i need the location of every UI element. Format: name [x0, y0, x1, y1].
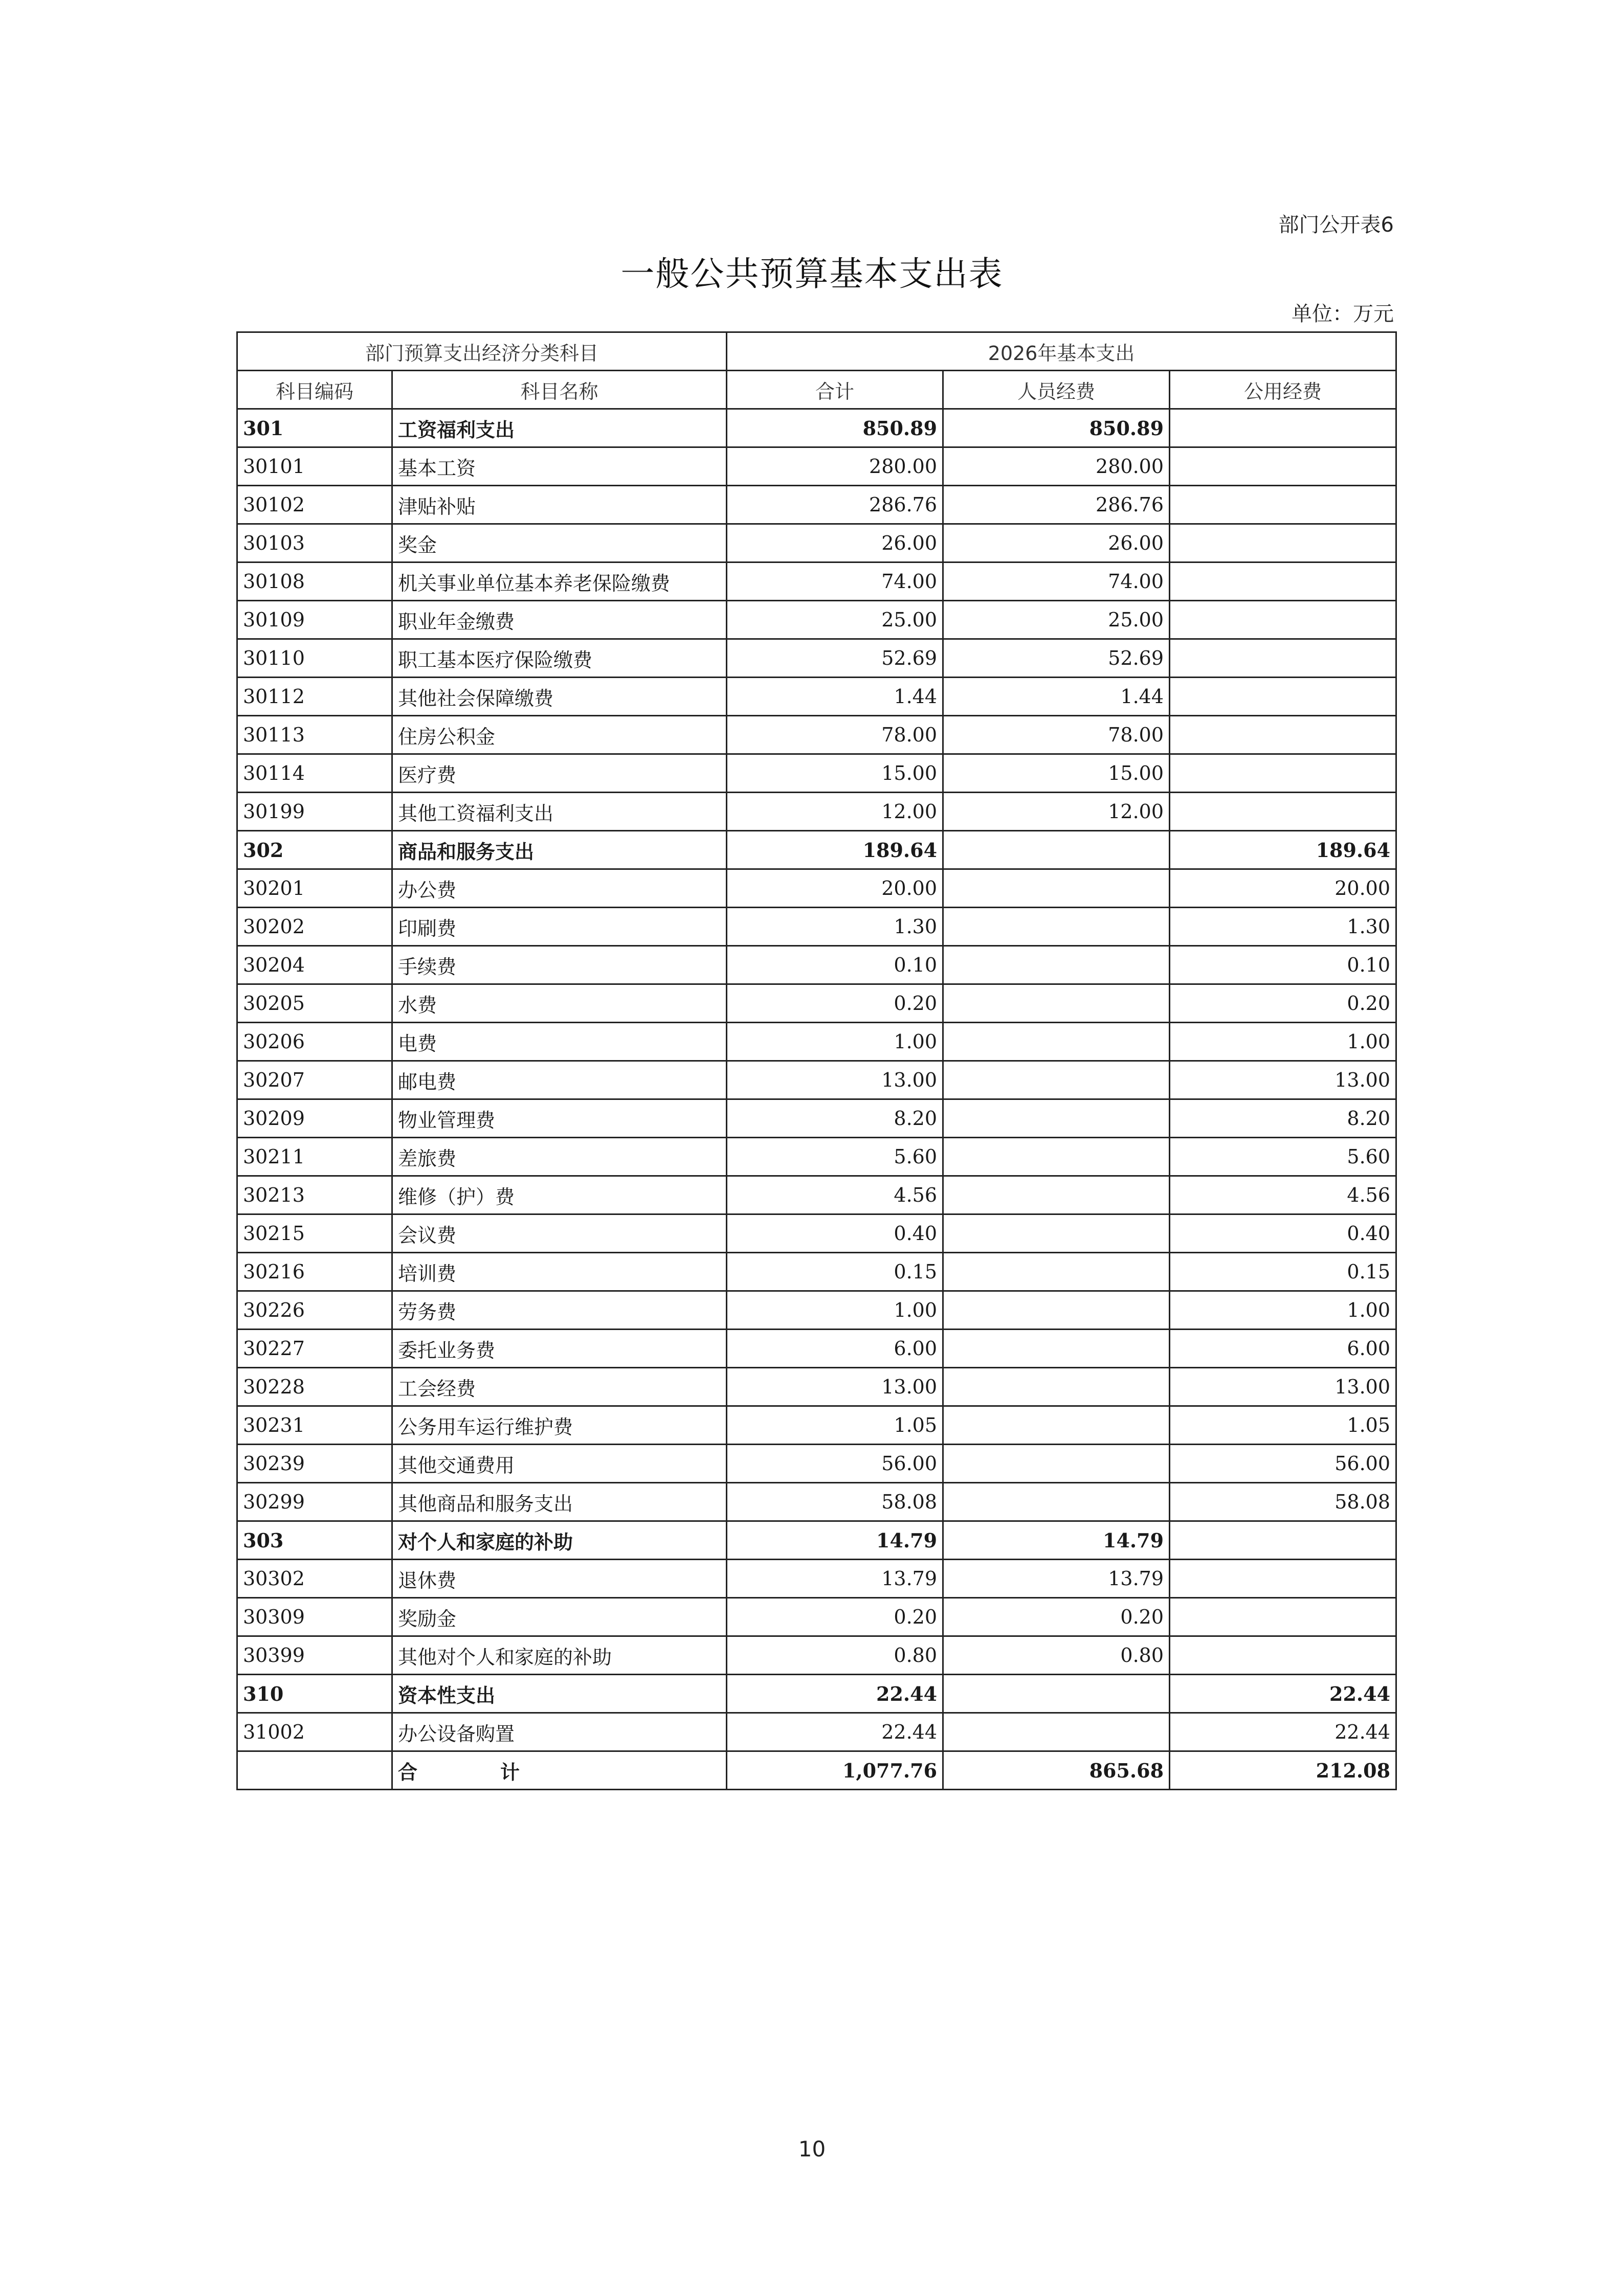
header-economic-classification: 部门预算支出经济分类科目: [237, 332, 727, 371]
personnel-cell: [943, 1061, 1170, 1099]
total-cell: 0.15: [727, 1253, 943, 1291]
table-row: [237, 1560, 1396, 1598]
name-cell: 办公设备购置: [392, 1713, 727, 1751]
personnel-cell: 78.00: [943, 716, 1170, 754]
personnel-cell: [943, 1330, 1170, 1368]
code-cell: 30227: [237, 1330, 392, 1368]
code-cell: 30207: [237, 1061, 392, 1099]
table-row: [237, 1061, 1396, 1099]
code-cell: 30216: [237, 1253, 392, 1291]
code-cell: 310: [237, 1675, 392, 1713]
name-cell: 工会经费: [392, 1368, 727, 1406]
total-code-cell: [237, 1751, 392, 1790]
table-row: [237, 1330, 1396, 1368]
personnel-cell: [943, 908, 1170, 946]
public-cell: [1170, 601, 1396, 639]
table-row: [237, 601, 1396, 639]
name-cell: 差旅费: [392, 1138, 727, 1176]
public-cell: [1170, 562, 1396, 601]
table-row: [237, 1291, 1396, 1330]
public-cell: 8.20: [1170, 1099, 1396, 1138]
name-cell: 手续费: [392, 946, 727, 984]
table-row: [237, 984, 1396, 1023]
personnel-cell: 14.79: [943, 1521, 1170, 1560]
page-title: 一般公共预算基本支出表: [620, 254, 1004, 294]
table-row: [237, 1598, 1396, 1636]
code-cell: 30103: [237, 524, 392, 562]
public-cell: 58.08: [1170, 1483, 1396, 1521]
name-cell: 印刷费: [392, 908, 727, 946]
header-name: 科目名称: [392, 371, 727, 409]
total-cell: 14.79: [727, 1521, 943, 1560]
table-row: [237, 1713, 1396, 1751]
total-cell: 5.60: [727, 1138, 943, 1176]
code-cell: 303: [237, 1521, 392, 1560]
total-row: [237, 1751, 1396, 1790]
name-cell: 其他商品和服务支出: [392, 1483, 727, 1521]
total-cell: 22.44: [727, 1675, 943, 1713]
total-cell: 0.80: [727, 1636, 943, 1675]
personnel-cell: 74.00: [943, 562, 1170, 601]
public-cell: [1170, 716, 1396, 754]
name-cell: 工资福利支出: [392, 409, 727, 447]
public-cell: 1.30: [1170, 908, 1396, 946]
personnel-cell: [943, 1023, 1170, 1061]
total-cell: 1.30: [727, 908, 943, 946]
budget-table: [236, 331, 1397, 1790]
name-cell: 劳务费: [392, 1291, 727, 1330]
total-cell: 13.00: [727, 1368, 943, 1406]
total-cell: 6.00: [727, 1330, 943, 1368]
total-cell: 4.56: [727, 1176, 943, 1214]
public-cell: 0.40: [1170, 1214, 1396, 1253]
code-cell: 30109: [237, 601, 392, 639]
name-cell: 其他社会保障缴费: [392, 678, 727, 716]
table-row: [237, 1445, 1396, 1483]
code-cell: 30101: [237, 447, 392, 486]
total-cell: 8.20: [727, 1099, 943, 1138]
form-number: 部门公开表6: [1278, 213, 1394, 237]
table-row: [237, 1483, 1396, 1521]
public-cell: 0.15: [1170, 1253, 1396, 1291]
table-row: [237, 1214, 1396, 1253]
code-cell: 30299: [237, 1483, 392, 1521]
name-cell: 邮电费: [392, 1061, 727, 1099]
public-cell: [1170, 639, 1396, 678]
personnel-cell: 52.69: [943, 639, 1170, 678]
code-cell: 30231: [237, 1406, 392, 1445]
code-cell: 30302: [237, 1560, 392, 1598]
table-row: [237, 524, 1396, 562]
code-cell: 30226: [237, 1291, 392, 1330]
public-cell: [1170, 447, 1396, 486]
table-row: [237, 1636, 1396, 1675]
personnel-cell: 286.76: [943, 486, 1170, 524]
name-cell: 奖励金: [392, 1598, 727, 1636]
code-cell: 30102: [237, 486, 392, 524]
total-cell: 0.20: [727, 984, 943, 1023]
total-cell: 0.10: [727, 946, 943, 984]
code-cell: 30399: [237, 1636, 392, 1675]
name-cell: 其他工资福利支出: [392, 793, 727, 831]
name-cell: 其他交通费用: [392, 1445, 727, 1483]
personnel-cell: 12.00: [943, 793, 1170, 831]
total-cell: 1.05: [727, 1406, 943, 1445]
public-cell: 189.64: [1170, 831, 1396, 869]
table-row: [237, 678, 1396, 716]
header-row-group: [237, 332, 1396, 371]
name-cell: 水费: [392, 984, 727, 1023]
table-row: [237, 639, 1396, 678]
name-cell: 维修（护）费: [392, 1176, 727, 1214]
personnel-cell: 13.79: [943, 1560, 1170, 1598]
total-cell: 13.00: [727, 1061, 943, 1099]
total-cell: 1.00: [727, 1023, 943, 1061]
personnel-cell: [943, 1214, 1170, 1253]
personnel-cell: 280.00: [943, 447, 1170, 486]
name-cell: 培训费: [392, 1253, 727, 1291]
code-cell: 30204: [237, 946, 392, 984]
public-cell: 1.00: [1170, 1023, 1396, 1061]
public-cell: [1170, 409, 1396, 447]
code-cell: 30108: [237, 562, 392, 601]
total-cell: 20.00: [727, 869, 943, 908]
table-row: [237, 486, 1396, 524]
name-cell: 职业年金缴费: [392, 601, 727, 639]
code-cell: 30112: [237, 678, 392, 716]
code-cell: 30205: [237, 984, 392, 1023]
personnel-cell: [943, 1176, 1170, 1214]
total-cell: 13.79: [727, 1560, 943, 1598]
code-cell: 30213: [237, 1176, 392, 1214]
personnel-cell: 25.00: [943, 601, 1170, 639]
code-cell: 30239: [237, 1445, 392, 1483]
public-cell: 4.56: [1170, 1176, 1396, 1214]
name-cell: 公务用车运行维护费: [392, 1406, 727, 1445]
name-cell: 住房公积金: [392, 716, 727, 754]
total-cell: 0.20: [727, 1598, 943, 1636]
code-cell: 30110: [237, 639, 392, 678]
public-cell: 13.00: [1170, 1061, 1396, 1099]
personnel-cell: 0.20: [943, 1598, 1170, 1636]
table-body: [237, 409, 1396, 1751]
public-cell: 1.00: [1170, 1291, 1396, 1330]
personnel-cell: [943, 1099, 1170, 1138]
page-number: 10: [798, 2136, 826, 2162]
header-code: 科目编码: [237, 371, 392, 409]
table-row: [237, 447, 1396, 486]
name-cell: 津贴补贴: [392, 486, 727, 524]
name-cell: 医疗费: [392, 754, 727, 793]
public-cell: [1170, 1636, 1396, 1675]
name-cell: 职工基本医疗保险缴费: [392, 639, 727, 678]
personnel-cell: 15.00: [943, 754, 1170, 793]
public-cell: [1170, 754, 1396, 793]
total-public-cell: 212.08: [1170, 1751, 1396, 1790]
table-row: [237, 908, 1396, 946]
code-cell: 30199: [237, 793, 392, 831]
total-personnel-cell: 865.68: [943, 1751, 1170, 1790]
public-cell: [1170, 524, 1396, 562]
header-row-columns: [237, 371, 1396, 409]
personnel-cell: [943, 1368, 1170, 1406]
total-cell: 22.44: [727, 1713, 943, 1751]
code-cell: 30228: [237, 1368, 392, 1406]
personnel-cell: [943, 1253, 1170, 1291]
personnel-cell: 26.00: [943, 524, 1170, 562]
code-cell: 302: [237, 831, 392, 869]
public-cell: [1170, 1560, 1396, 1598]
public-cell: 22.44: [1170, 1713, 1396, 1751]
public-cell: 22.44: [1170, 1675, 1396, 1713]
total-sum-cell: 1,077.76: [727, 1751, 943, 1790]
table-row: [237, 1368, 1396, 1406]
total-cell: 74.00: [727, 562, 943, 601]
personnel-cell: [943, 1406, 1170, 1445]
public-cell: [1170, 1598, 1396, 1636]
personnel-cell: [943, 1483, 1170, 1521]
code-cell: 301: [237, 409, 392, 447]
name-cell: 对个人和家庭的补助: [392, 1521, 727, 1560]
unit-label: 单位：万元: [1292, 302, 1394, 326]
header-basic-expenditure: 2026年基本支出: [727, 332, 1396, 371]
header-personnel: 人员经费: [943, 371, 1170, 409]
header-public: 公用经费: [1170, 371, 1396, 409]
table-row: [237, 1176, 1396, 1214]
total-cell: 1.44: [727, 678, 943, 716]
name-cell: 委托业务费: [392, 1330, 727, 1368]
total-label-cell: 合 计: [392, 1751, 727, 1790]
table-row: [237, 1406, 1396, 1445]
personnel-cell: [943, 1675, 1170, 1713]
name-cell: 办公费: [392, 869, 727, 908]
category-row: [237, 831, 1396, 869]
name-cell: 机关事业单位基本养老保险缴费: [392, 562, 727, 601]
public-cell: [1170, 793, 1396, 831]
personnel-cell: [943, 831, 1170, 869]
table-row: [237, 946, 1396, 984]
code-cell: 30309: [237, 1598, 392, 1636]
public-cell: [1170, 1521, 1396, 1560]
personnel-cell: 850.89: [943, 409, 1170, 447]
total-cell: 850.89: [727, 409, 943, 447]
table-row: [237, 562, 1396, 601]
personnel-cell: 0.80: [943, 1636, 1170, 1675]
category-row: [237, 1675, 1396, 1713]
code-cell: 30211: [237, 1138, 392, 1176]
table-row: [237, 1099, 1396, 1138]
public-cell: 1.05: [1170, 1406, 1396, 1445]
total-cell: 12.00: [727, 793, 943, 831]
total-cell: 58.08: [727, 1483, 943, 1521]
code-cell: 30206: [237, 1023, 392, 1061]
personnel-cell: [943, 1291, 1170, 1330]
name-cell: 奖金: [392, 524, 727, 562]
name-cell: 物业管理费: [392, 1099, 727, 1138]
public-cell: [1170, 486, 1396, 524]
public-cell: 13.00: [1170, 1368, 1396, 1406]
name-cell: 商品和服务支出: [392, 831, 727, 869]
personnel-cell: 1.44: [943, 678, 1170, 716]
total-cell: 26.00: [727, 524, 943, 562]
total-cell: 56.00: [727, 1445, 943, 1483]
table-row: [237, 1138, 1396, 1176]
code-cell: 30209: [237, 1099, 392, 1138]
category-row: [237, 409, 1396, 447]
total-cell: 0.40: [727, 1214, 943, 1253]
table-row: [237, 1253, 1396, 1291]
table-row: [237, 716, 1396, 754]
table-row: [237, 869, 1396, 908]
name-cell: 会议费: [392, 1214, 727, 1253]
code-cell: 31002: [237, 1713, 392, 1751]
personnel-cell: [943, 946, 1170, 984]
personnel-cell: [943, 1445, 1170, 1483]
name-cell: 其他对个人和家庭的补助: [392, 1636, 727, 1675]
table-row: [237, 754, 1396, 793]
table-row: [237, 793, 1396, 831]
public-cell: 5.60: [1170, 1138, 1396, 1176]
total-cell: 15.00: [727, 754, 943, 793]
total-cell: 25.00: [727, 601, 943, 639]
name-cell: 退休费: [392, 1560, 727, 1598]
public-cell: 6.00: [1170, 1330, 1396, 1368]
code-cell: 30215: [237, 1214, 392, 1253]
total-cell: 1.00: [727, 1291, 943, 1330]
public-cell: 0.10: [1170, 946, 1396, 984]
personnel-cell: [943, 1138, 1170, 1176]
name-cell: 电费: [392, 1023, 727, 1061]
name-cell: 资本性支出: [392, 1675, 727, 1713]
header-total: 合计: [727, 371, 943, 409]
public-cell: [1170, 678, 1396, 716]
total-cell: 189.64: [727, 831, 943, 869]
table-row: [237, 1023, 1396, 1061]
personnel-cell: [943, 1713, 1170, 1751]
total-cell: 52.69: [727, 639, 943, 678]
name-cell: 基本工资: [392, 447, 727, 486]
code-cell: 30113: [237, 716, 392, 754]
personnel-cell: [943, 984, 1170, 1023]
total-cell: 78.00: [727, 716, 943, 754]
public-cell: 0.20: [1170, 984, 1396, 1023]
public-cell: 20.00: [1170, 869, 1396, 908]
total-cell: 286.76: [727, 486, 943, 524]
public-cell: 56.00: [1170, 1445, 1396, 1483]
category-row: [237, 1521, 1396, 1560]
code-cell: 30114: [237, 754, 392, 793]
code-cell: 30201: [237, 869, 392, 908]
total-cell: 280.00: [727, 447, 943, 486]
personnel-cell: [943, 869, 1170, 908]
code-cell: 30202: [237, 908, 392, 946]
